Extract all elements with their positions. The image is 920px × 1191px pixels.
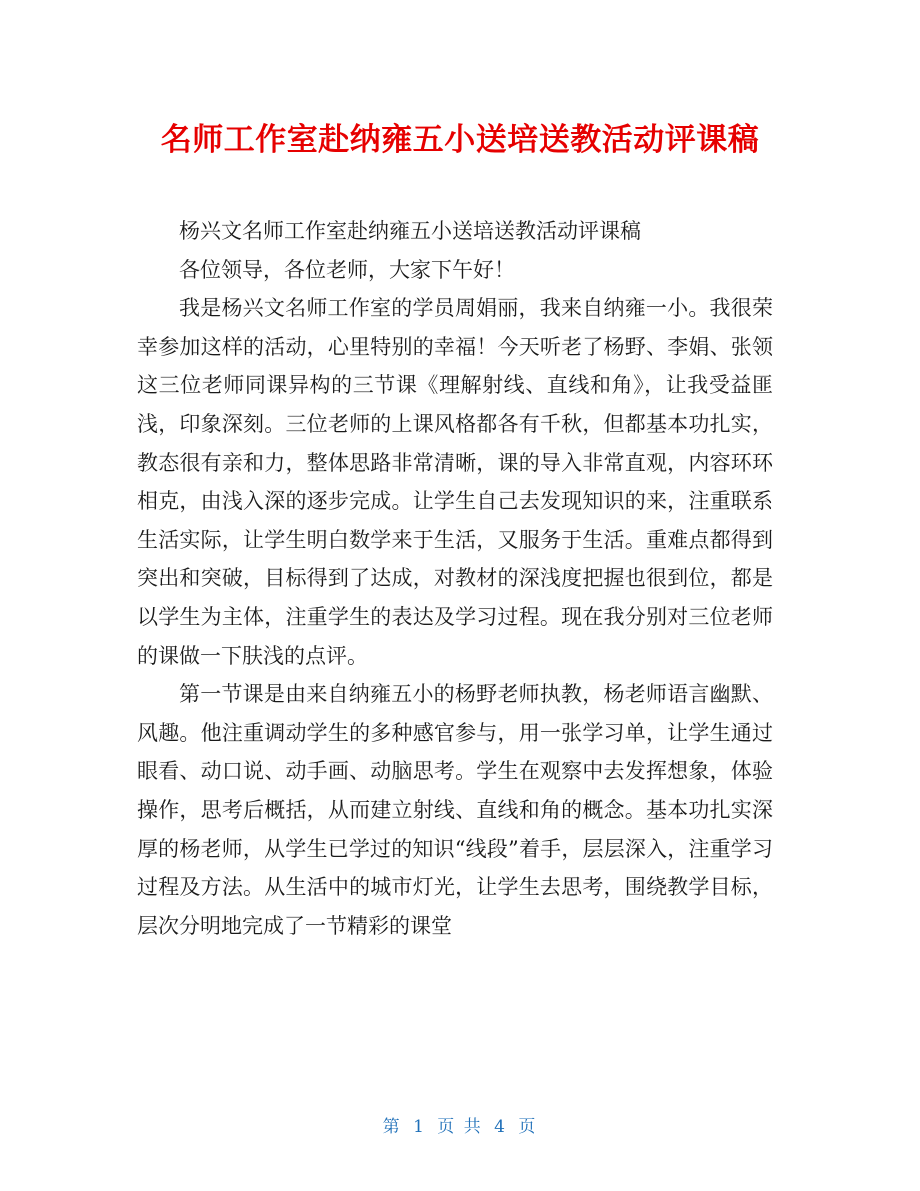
document-body (137, 212, 773, 945)
paragraph-subtitle: 杨兴文名师工作室赴纳雍五小送培送教活动评课稿 (179, 219, 641, 243)
footer-mid: 页 共 (437, 1117, 483, 1137)
page-footer (0, 1112, 920, 1137)
paragraph-greeting: 各位领导，各位老师，大家下午好！ (179, 257, 515, 282)
footer-current-page: 1 (413, 1117, 426, 1137)
document-title: 名师工作室赴纳雍五小送培送教活动评课稿 (160, 122, 760, 158)
footer-suffix: 页 (518, 1117, 538, 1137)
footer-total-pages: 4 (494, 1117, 507, 1137)
paragraph-first-lesson: 第一节课是由来自纳雍五小的杨野老师执教，杨老师语言幽默、风趣。他注重调动学生的多种感官参与，用一张学习单，让学生通过眼看、动口说、动手画、动脑思考。学生在观察中去发挥想象，体验操作，思考后概括，从而建立射线、直线和角的概念。基本功扎实深厚的杨老师，从学生已学过的知识“线段”着手，层层深入，注重学习过程及方法。从生活中的城市灯光，让学生去思考，围绕教学目标，层次分明地完成了一节精彩的课堂 (137, 682, 773, 938)
footer-prefix: 第 (382, 1117, 402, 1137)
paragraph-introduction: 我是杨兴文名师工作室的学员周娟丽，我来自纳雍一小。我很荣幸参加这样的活动，心里特别的幸福！今天听老了杨野、李娟、张领这三位老师同课异构的三节课《理解射线、直线和角》，让我受益匪浅，印象深刻。三位老师的上课风格都各有千秋，但都基本功扎实，教态很有亲和力，整体思路非常清晰，课的导入非常直观，内容环环相克，由浅入深的逐步完成。让学生自己去发现知识的来，注重联系生活实际，让学生明白数学来于生活，又服务于生活。重难点都得到突出和突破，目标得到了达成，对教材的深浅度把握也很到位，都是以学生为主体，注重学生的表达及学习过程。现在我分别对三位老师的课做一下肤浅的点评。 (137, 296, 773, 668)
